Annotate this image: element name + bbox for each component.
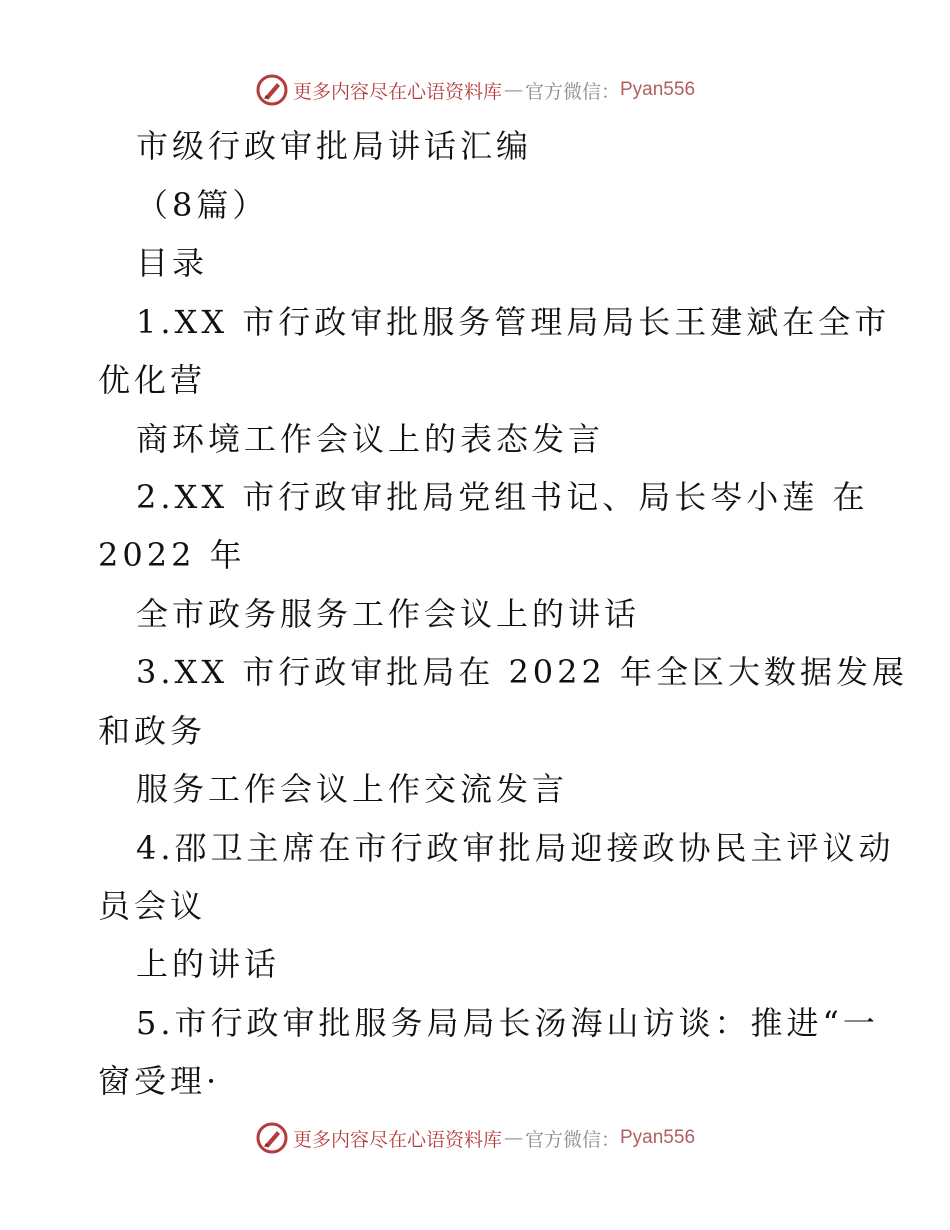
toc-line: 优化营 xyxy=(98,361,207,399)
toc-line: 3.XX 市行政审批局在 2022 年全区大数据发展 xyxy=(136,653,909,691)
toc-line: 商环境工作会议上的表态发言 xyxy=(136,420,605,458)
toc-line: 全市政务服务工作会议上的讲话 xyxy=(136,595,641,633)
pen-logo-icon xyxy=(255,73,289,107)
document-count: （8篇） xyxy=(136,186,269,224)
toc-line: 上的讲话 xyxy=(136,945,281,983)
watermark-wechat-label: 官方微信： xyxy=(524,1128,620,1151)
pen-logo-icon xyxy=(255,1121,289,1155)
watermark-wechat-label: 官方微信： xyxy=(524,80,620,103)
toc-line: 1.XX 市行政审批服务管理局局长王建斌在全市 xyxy=(136,303,891,341)
watermark-separator: — xyxy=(503,79,523,101)
toc-line: 4.邵卫主席在市行政审批局迎接政协民主评议动 xyxy=(136,829,895,867)
footer-watermark xyxy=(0,1118,950,1158)
toc-line: 窗受理· xyxy=(98,1062,221,1100)
toc-line: 和政务 xyxy=(98,712,207,750)
watermark-text: 更多内容尽在心语资料库 xyxy=(292,80,502,103)
toc-line: 2022 年 xyxy=(98,536,246,574)
watermark-wechat-id: Pyan556 xyxy=(620,1127,696,1148)
toc-line: 服务工作会议上作交流发言 xyxy=(136,770,569,808)
toc-line: 员会议 xyxy=(98,887,207,925)
document-title: 市级行政审批局讲话汇编 xyxy=(136,127,533,165)
watermark-text: 更多内容尽在心语资料库 xyxy=(292,1128,502,1151)
watermark-separator: — xyxy=(503,1127,523,1149)
header-watermark xyxy=(0,70,950,110)
toc-line: 2.XX 市行政审批局党组书记、局长岑小莲 在 xyxy=(136,478,869,516)
watermark-wechat-id: Pyan556 xyxy=(620,79,696,100)
toc-line: 5.市行政审批服务局局长汤海山访谈：推进“一 xyxy=(136,1004,879,1042)
toc-heading: 目录 xyxy=(136,244,209,282)
